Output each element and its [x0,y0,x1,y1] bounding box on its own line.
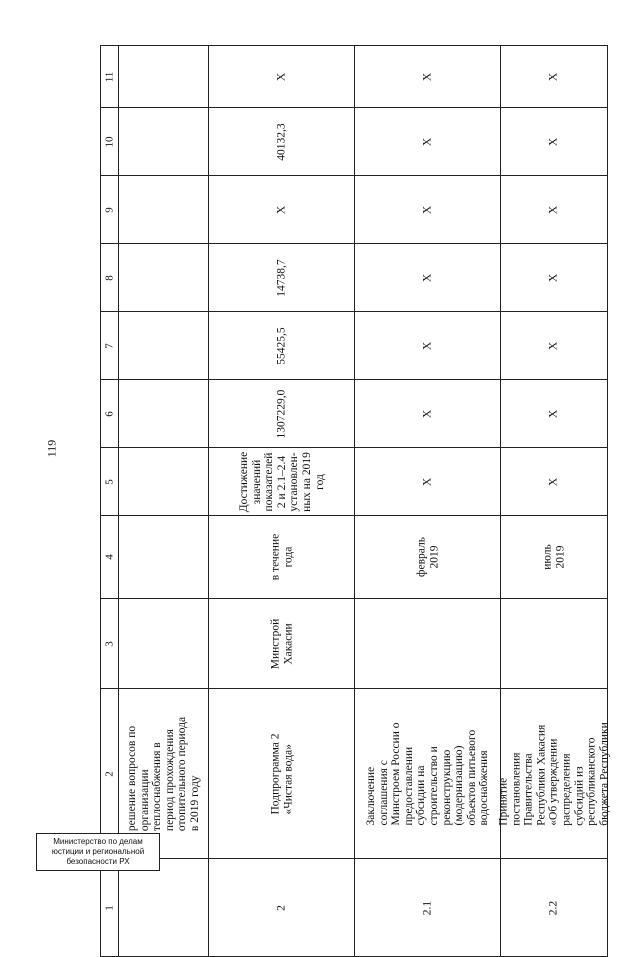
table-cell [355,448,501,516]
table-cell [501,312,608,380]
cell-line: реконструкцию [440,749,453,825]
cell-line: Хакасии [281,622,294,665]
table-cell [355,46,501,108]
cell-text: 40132,3 [275,122,288,161]
cell-line: Х [421,477,434,486]
table-cell [501,859,608,957]
document-table [100,45,611,957]
cell-text: 2.1 [421,900,434,915]
cell-line: Принятие [497,777,510,826]
header-cell [101,448,119,516]
cell-text [237,451,325,511]
table-column-6 [101,380,608,448]
cell-text [548,477,561,485]
cell-line: 2019 [427,545,440,569]
page-number: 119 [44,439,59,458]
table-cell [501,380,608,448]
table-column-8 [101,244,608,312]
header-label: 9 [103,206,116,213]
stamp-line: безопасности РХ [66,857,130,866]
table-cell [209,859,355,957]
cell-line: организации [138,768,151,831]
cell-line: 2019 [554,545,566,569]
cell-text: Х [421,273,434,282]
cell-text: Х [421,205,434,214]
cell-line: Заключение [364,766,377,825]
cell-line: предоставлении [402,746,415,825]
cell-text: Х [547,409,560,418]
cell-line: Х [547,477,560,486]
table-column-3 [101,599,608,689]
cell-line: субсидии на [414,765,427,825]
header-cell [101,312,119,380]
table-column-7 [101,312,608,380]
table-cell [209,689,355,859]
cell-line: год [312,473,325,490]
table-cell [209,516,355,599]
table-column-2 [101,689,608,859]
cell-line: бюджета Республики [598,721,611,826]
table-cell [119,244,209,312]
table-cell [119,312,209,380]
header-label: 3 [103,640,116,647]
table-cell [209,108,355,176]
cell-text: Х [547,137,560,146]
table-column-4 [101,516,608,599]
cell-line: показателей [262,452,275,511]
cell-line: Республики Хакасия [535,724,548,826]
table-column-5 [101,448,608,516]
cell-line: июль [541,544,554,570]
header-label: 4 [103,554,116,560]
cell-text [541,544,566,569]
cell-text: Х [421,72,434,81]
table-cell [501,108,608,176]
cell-line: Правительства [522,752,535,826]
cell-line: 2 и 2.1–2.4 [275,455,288,508]
cell-line: Подпрограмма 2 [268,732,281,815]
table-cell [355,599,501,689]
cell-text: 2 [275,904,288,911]
cell-text: Х [547,205,560,214]
stamp-line: Министерство по делам [53,837,143,846]
cell-text: Х [547,273,560,282]
cell-text [497,722,610,825]
cell-text [269,733,294,814]
cell-line: республиканского [585,737,598,826]
header-label: 6 [103,410,116,417]
table-cell [119,859,209,957]
header-cell [101,244,119,312]
cell-line: отопительного периода [176,716,189,831]
header-label: 2 [103,770,116,777]
cell-line: строительство и [427,745,440,825]
header-cell [101,516,119,599]
cell-line: в 2019 году [188,774,201,831]
table-cell [209,176,355,244]
table-cell [119,380,209,448]
cell-text: Х [275,205,288,214]
header-label: 1 [103,904,116,911]
header-cell [101,599,119,689]
cell-line: «Чистая вода» [281,743,294,815]
header-cell [101,176,119,244]
header-label: 8 [103,274,116,281]
cell-line: решение вопросов по [125,725,138,831]
cell-text: Х [547,341,560,350]
cell-text [126,716,202,830]
cell-text: Х [421,137,434,146]
cell-line: в течение [268,533,281,581]
header-label: 5 [103,478,116,485]
table-cell [501,176,608,244]
cell-text [421,477,434,485]
cell-text: Х [421,409,434,418]
cell-line: Достижение [237,451,250,512]
cell-line: период прохождения [163,728,176,831]
cell-line: установлен- [287,451,300,512]
table-column-10 [101,108,608,176]
table-cell [501,46,608,108]
table-cell [355,516,501,599]
table-cell [209,448,355,516]
cell-line: «Об утверждении [547,738,560,826]
cell-line: соглашения с [377,759,390,825]
table-cell [209,599,355,689]
cell-text: 55425,5 [275,326,288,365]
table-cell [119,46,209,108]
header-cell [101,46,119,108]
cell-text: Х [275,72,288,81]
table-cell [119,599,209,689]
table-cell [209,380,355,448]
stamp-line: юстиции и региональной [51,847,145,856]
cell-line: Минстрой [268,618,281,669]
cell-line: года [281,546,294,568]
table-cell [501,448,608,516]
cell-line: ных на 2019 [300,451,313,512]
table-cell [119,108,209,176]
table-cell [355,859,501,957]
table-cell [209,312,355,380]
cell-line: постановления [509,752,522,826]
table-cell [501,516,608,599]
table-cell [355,176,501,244]
table-cell [497,689,611,859]
cell-text [269,618,294,668]
cell-text: 14738,7 [275,258,288,297]
cell-text: 2.2 [547,900,560,915]
cell-line: теплоснабжения в [150,741,163,831]
table-column-11 [101,46,608,108]
table-cell [119,516,209,599]
cell-text [269,534,294,580]
cell-text: 1307229,0 [275,389,288,438]
table-cell [119,176,209,244]
cell-text: Х [547,72,560,81]
header-label: 7 [103,342,116,349]
table-cell [209,244,355,312]
table-cell [501,599,608,689]
header-cell [101,380,119,448]
header-cell [101,108,119,176]
table-cell [501,244,608,312]
cell-text [415,537,440,577]
table-column-9 [101,176,608,244]
table-cell [209,46,355,108]
cell-line: (модернизацию) [452,745,465,825]
cell-line: субсидий из [572,765,585,826]
cell-text [365,722,491,825]
table-cell [119,448,209,516]
header-label: 11 [103,71,116,82]
header-label: 10 [103,136,116,147]
table-cell [355,244,501,312]
table-cell [355,380,501,448]
table-column-1 [101,859,608,957]
table-cell [355,312,501,380]
cell-line: водоснабжения [477,749,490,825]
cell-line: объектов питьевого [465,729,478,825]
cell-line: февраль [414,537,427,577]
cell-text: Х [421,341,434,350]
table-cell [355,108,501,176]
registration-stamp [36,833,160,871]
cell-line: значений [250,459,263,504]
cell-line: Минстроем России о [389,722,402,825]
header-cell [101,859,119,957]
cell-line: распределения [560,753,573,826]
table-cell [355,689,501,859]
